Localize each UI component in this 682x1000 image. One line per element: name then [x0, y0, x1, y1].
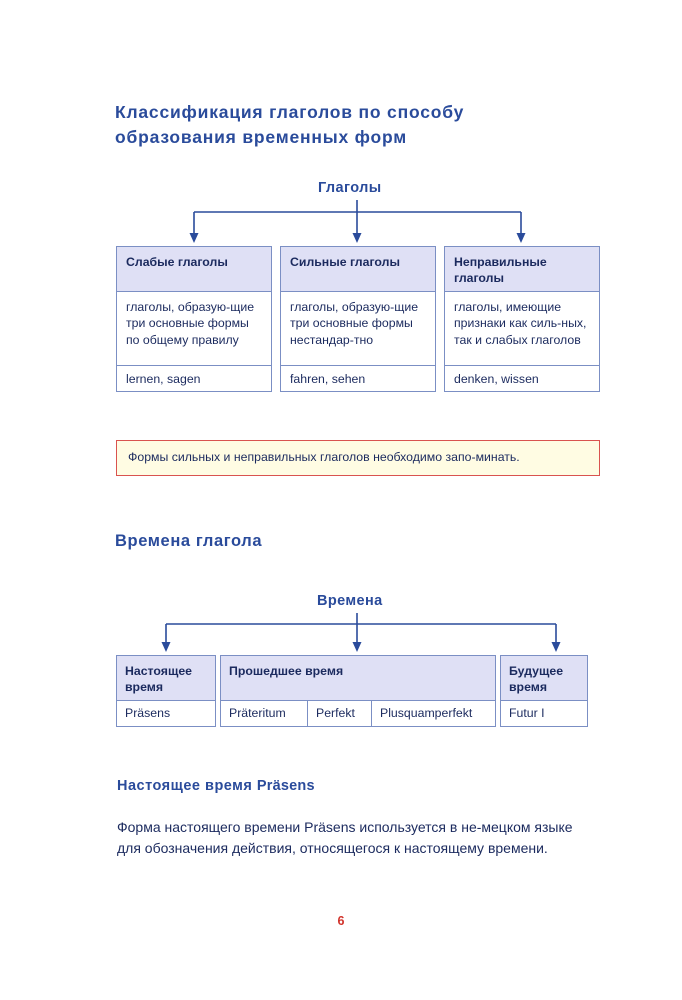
column-irregular-verbs: [444, 246, 600, 392]
column-strong-verbs: [280, 246, 436, 392]
tense-items-row: [116, 701, 216, 727]
column-example: lernen, sagen: [116, 366, 272, 392]
column-header: Слабые глаголы: [116, 246, 272, 292]
tense-item: Plusquamperfekt: [372, 701, 496, 727]
present-tense-heading-ru: Настоящее время: [117, 778, 257, 794]
present-tense-heading: [117, 778, 315, 794]
verbs-tree-root-label: Глаголы: [318, 180, 382, 196]
note-box: Формы сильных и неправильных глаголов необходимо запо-минать.: [116, 440, 600, 476]
column-header: Сильные глаголы: [280, 246, 436, 292]
column-weak-verbs: [116, 246, 272, 392]
verb-classification-table: [116, 246, 600, 392]
tense-group-future: [500, 655, 588, 727]
column-example: fahren, sehen: [280, 366, 436, 392]
tense-group-past: [220, 655, 496, 727]
tense-group-header: Прошедшее время: [220, 655, 496, 701]
tenses-heading: Времена глагола: [115, 532, 263, 550]
tense-item: Präsens: [116, 701, 216, 727]
tense-item: Präteritum: [220, 701, 308, 727]
page-title: Классификация глаголов по способу образования временных форм: [115, 102, 465, 148]
tenses-tree-root-label: Времена: [317, 593, 383, 609]
tense-items-row: [220, 701, 496, 727]
present-tense-paragraph: Форма настоящего времени Präsens используется в не-мецком языке для обозначения действия, относящегося к настоящему времени.: [117, 819, 573, 857]
column-description: глаголы, образую-щие три основные формы по общему правилу: [116, 292, 272, 366]
column-example: denken, wissen: [444, 366, 600, 392]
tense-table: [116, 655, 600, 727]
tense-group-present: [116, 655, 216, 727]
present-tense-heading-de: Präsens: [256, 778, 315, 794]
column-description: глаголы, образую-щие три основные формы нестандар-тно: [280, 292, 436, 366]
tense-items-row: [500, 701, 588, 727]
column-header: Неправильные глаголы: [444, 246, 600, 292]
tense-group-header: Будущее время: [500, 655, 588, 701]
tense-item: Perfekt: [308, 701, 372, 727]
tense-item: Futur I: [500, 701, 588, 727]
column-description: глаголы, имеющие признаки как силь-ных, так и слабых глаголов: [444, 292, 600, 366]
tense-group-header: Настоящее время: [116, 655, 216, 701]
page-number: 6: [337, 914, 345, 928]
